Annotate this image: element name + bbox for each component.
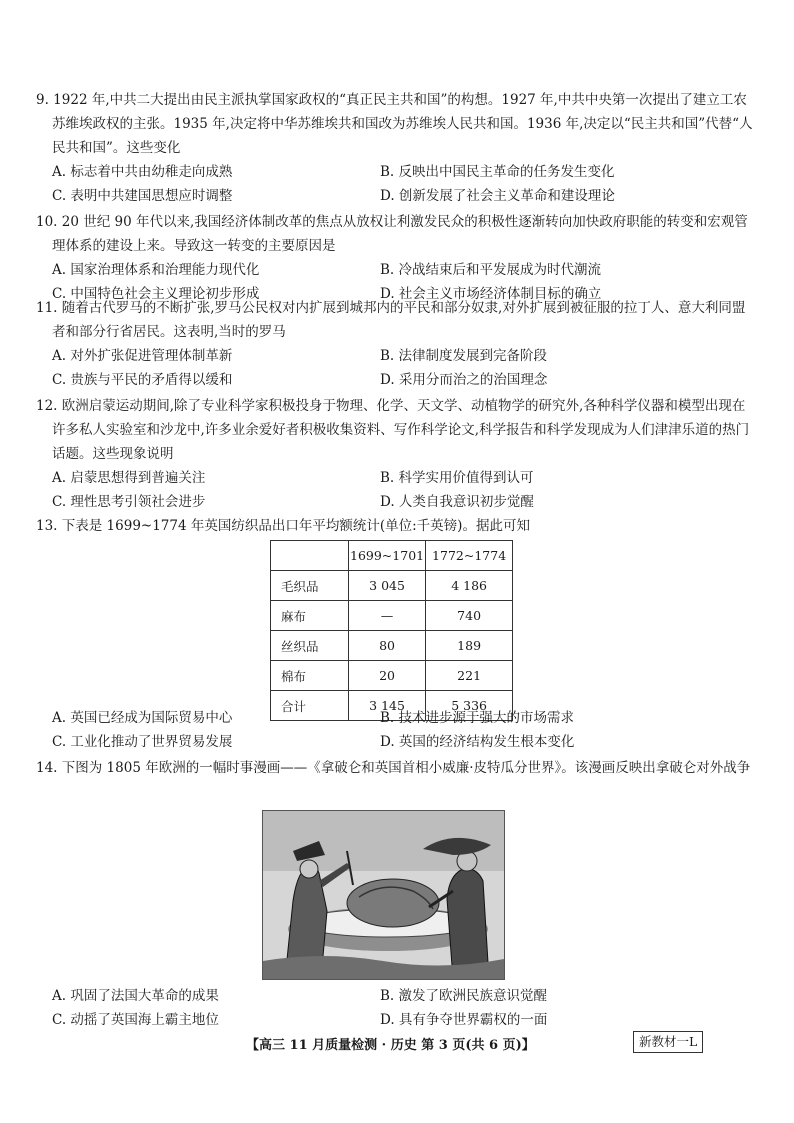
table-cell: 丝织品 [271,631,349,661]
table-row [271,661,513,691]
options [36,984,758,1032]
table-cell: 80 [349,631,426,661]
question-stem: 14. 下图为 1805 年欧洲的一幅时事漫画——《拿破仑和英国首相小威廉·皮特瓜分世界》。该漫画反映出拿破仑对外战争 [36,760,751,776]
table-cell: 189 [426,631,513,661]
question-14-options [36,984,758,1032]
cartoon-illustration [263,811,504,979]
option-c: C. 表明中共建国思想应时调整 [52,188,233,204]
option-b: B. 技术进步源于强大的市场需求 [380,710,575,726]
table-header-cell [271,541,349,571]
option-d: D. 具有争夺世界霸权的一面 [380,1012,548,1028]
options [36,344,758,392]
question-13-options [36,706,758,754]
question-14 [36,756,758,780]
table-cell: 4 186 [426,571,513,601]
option-a: A. 标志着中共由幼稚走向成熟 [52,164,233,180]
option-b: B. 反映出中国民主革命的任务发生变化 [380,164,615,180]
question-stem: 13. 下表是 1699~1774 年英国纺织品出口年平均额统计(单位:千英镑)。据此可知 [36,518,530,534]
question-13 [36,514,758,538]
option-a: A. 对外扩张促进管理体制革新 [52,348,233,364]
table-header-cell: 1772~1774 [426,541,513,571]
question-9 [36,88,758,208]
question-stem: 9. 1922 年,中共二大提出由民主派执掌国家政权的“真正民主共和国”的构想。1927 年,中共中央第一次提出了建立工农苏维埃政权的主张。1935 年,决定将中华苏维埃共和国改为苏维埃人民共和国。1936 年,决定以“民主共和国”代替“人民共和国”。这些变化 [36,92,753,156]
question-12 [36,394,758,514]
historical-cartoon [262,810,505,980]
table-cell: 棉布 [271,661,349,691]
question-stem: 12. 欧洲启蒙运动期间,除了专业科学家积极投身于物理、化学、天文学、动植物学的研究外,各种科学仪器和模型出现在许多私人实验室和沙龙中,许多业余爱好者积极收集资料、写作科学论文,科学报告和科学发现成为人们津津乐道的热门话题。这些现象说明 [36,398,750,462]
option-c: C. 理性思考引领社会进步 [52,494,206,510]
table-row [271,631,513,661]
export-table [270,540,513,721]
table-cell: 740 [426,601,513,631]
question-stem: 10. 20 世纪 90 年代以来,我国经济体制改革的焦点从放权让利激发民众的积极性逐渐转向加快政府职能的转变和宏观管理体系的建设上来。导致这一转变的主要原因是 [36,214,748,254]
table-cell: 3 045 [349,571,426,601]
table-cell: 5 336 [426,691,513,721]
table-header-row [271,541,513,571]
table-cell: 221 [426,661,513,691]
option-c: C. 中国特色社会主义理论初步形成 [52,286,260,302]
question-11 [36,296,758,392]
options [36,160,758,208]
option-c: C. 贵族与平民的矛盾得以缓和 [52,372,233,388]
page-footer: 【高三 11 月质量检测 · 历史 第 3 页(共 6 页)】 [246,1038,535,1053]
question-stem: 11. 随着古代罗马的不断扩张,罗马公民权对内扩展到城邦内的平民和部分奴隶,对外扩展到被征服的拉丁人、意大利同盟者和部分行省居民。这表明,当时的罗马 [36,300,746,340]
table-cell: 20 [349,661,426,691]
option-d: D. 社会主义市场经济体制目标的确立 [380,286,602,302]
options [36,706,758,754]
option-c: C. 工业化推动了世界贸易发展 [52,734,233,750]
table-cell: 毛织品 [271,571,349,601]
edition-badge: 新教材一L [633,1031,703,1053]
option-a: A. 国家治理体系和治理能力现代化 [52,262,260,278]
question-10 [36,210,758,306]
option-d: D. 创新发展了社会主义革命和建设理论 [380,188,615,204]
option-b: B. 冷战结束后和平发展成为时代潮流 [380,262,602,278]
table-cell: — [349,601,426,631]
table-header-cell: 1699~1701 [349,541,426,571]
option-b: B. 激发了欧洲民族意识觉醒 [380,988,548,1004]
option-c: C. 动摇了英国海上霸主地位 [52,1012,219,1028]
option-b: B. 科学实用价值得到认可 [380,470,534,486]
option-a: A. 启蒙思想得到普遍关注 [52,470,206,486]
options [36,466,758,514]
table-row [271,601,513,631]
table-cell: 合计 [271,691,349,721]
table-cell: 3 145 [349,691,426,721]
option-d: D. 采用分而治之的治国理念 [380,372,548,388]
table-cell: 麻布 [271,601,349,631]
option-d: D. 英国的经济结构发生根本变化 [380,734,575,750]
option-a: A. 巩固了法国大革命的成果 [52,988,219,1004]
table-row [271,571,513,601]
option-a: A. 英国已经成为国际贸易中心 [52,710,233,726]
option-b: B. 法律制度发展到完备阶段 [380,348,548,364]
option-d: D. 人类自我意识初步觉醒 [380,494,534,510]
